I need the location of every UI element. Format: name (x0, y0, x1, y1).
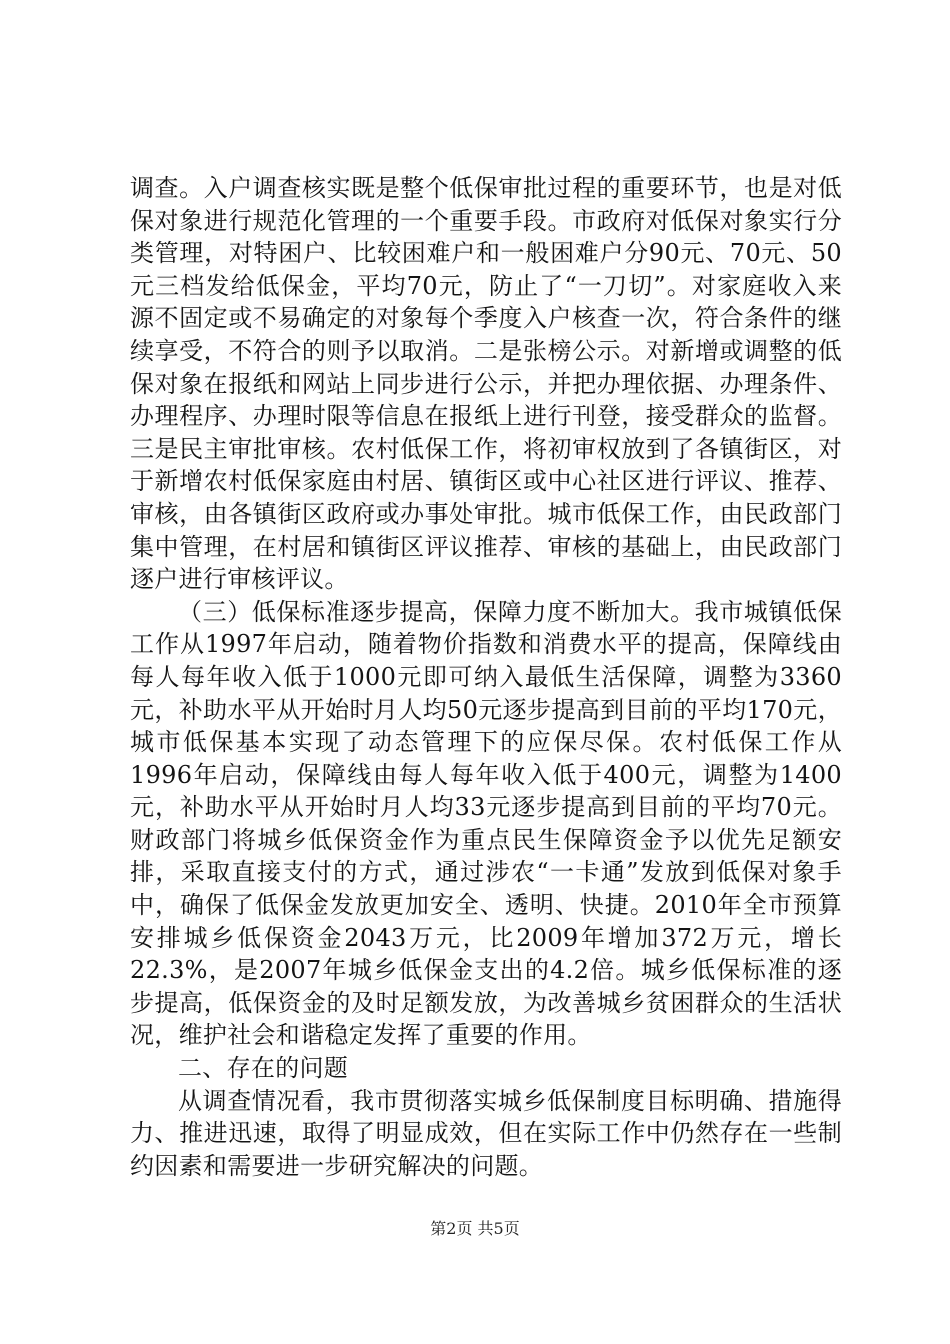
page-number-footer: 第2页 共5页 (430, 1219, 520, 1238)
section-heading-problems: 二、存在的问题 (178, 1054, 349, 1083)
paragraph-continuation: 调查。入户调查核实既是整个低保审批过程的重要环节，也是对低保对象进行规范化管理的一个重要手段。市政府对低保对象实行分类管理，对特困户、比较困难户和一般困难户分90元、70元、50元三档发给低保金，平均70元，防止了“一刀切”。对家庭收入来源不固定或不易确定的对象每个季度入户核查一次，符合条件的继续享受，不符合的则予以取消。二是张榜公示。对新增或调整的低保对象在报纸和网站上同步进行公示，并把办理依据、办理条件、办理程序、办理时限等信息在报纸上进行刊登，接受群众的监督。三是民主审批审核。农村低保工作，将初审权放到了各镇街区，对于新增农村低保家庭由村居、镇街区或中心社区进行评议、推荐、审核，由各镇街区政府或办事处审批。城市低保工作，由民政部门集中管理，在村居和镇街区评议推荐、审核的基础上，由民政部门逐户进行审核评议。 (130, 174, 842, 594)
document-body (130, 172, 842, 1182)
paragraph-section-three: （三）低保标准逐步提高，保障力度不断加大。我市城镇低保工作从1997年启动，随着物价指数和消费水平的提高，保障线由每人每年收入低于1000元即可纳入最低生活保障，调整为3360元，补助水平从开始时月人均50元逐步提高到目前的平均170元，城市低保基本实现了动态管理下的应保尽保。农村低保工作从1996年启动，保障线由每人每年收入低于400元，调整为1400元，补助水平从开始时月人均33元逐步提高到目前的平均70元。财政部门将城乡低保资金作为重点民生保障资金予以优先足额安排，采取直接支付的方式，通过涉农“一卡通”发放到低保对象手中，确保了低保金发放更加安全、透明、快捷。2010年全市预算安排城乡低保资金2043万元，比2009年增加372万元，增长22.3%，是2007年城乡低保金支出的4.2倍。城乡低保标准的逐步提高，低保资金的及时足额发放，为改善城乡贫困群众的生活状况，维护社会和谐稳定发挥了重要的作用。 (130, 597, 842, 1050)
paragraph-problems-intro: 从调查情况看，我市贯彻落实城乡低保制度目标明确、措施得力、推进迅速，取得了明显成效，但在实际工作中仍然存在一些制约因素和需要进一步研究解决的问题。 (130, 1086, 842, 1180)
